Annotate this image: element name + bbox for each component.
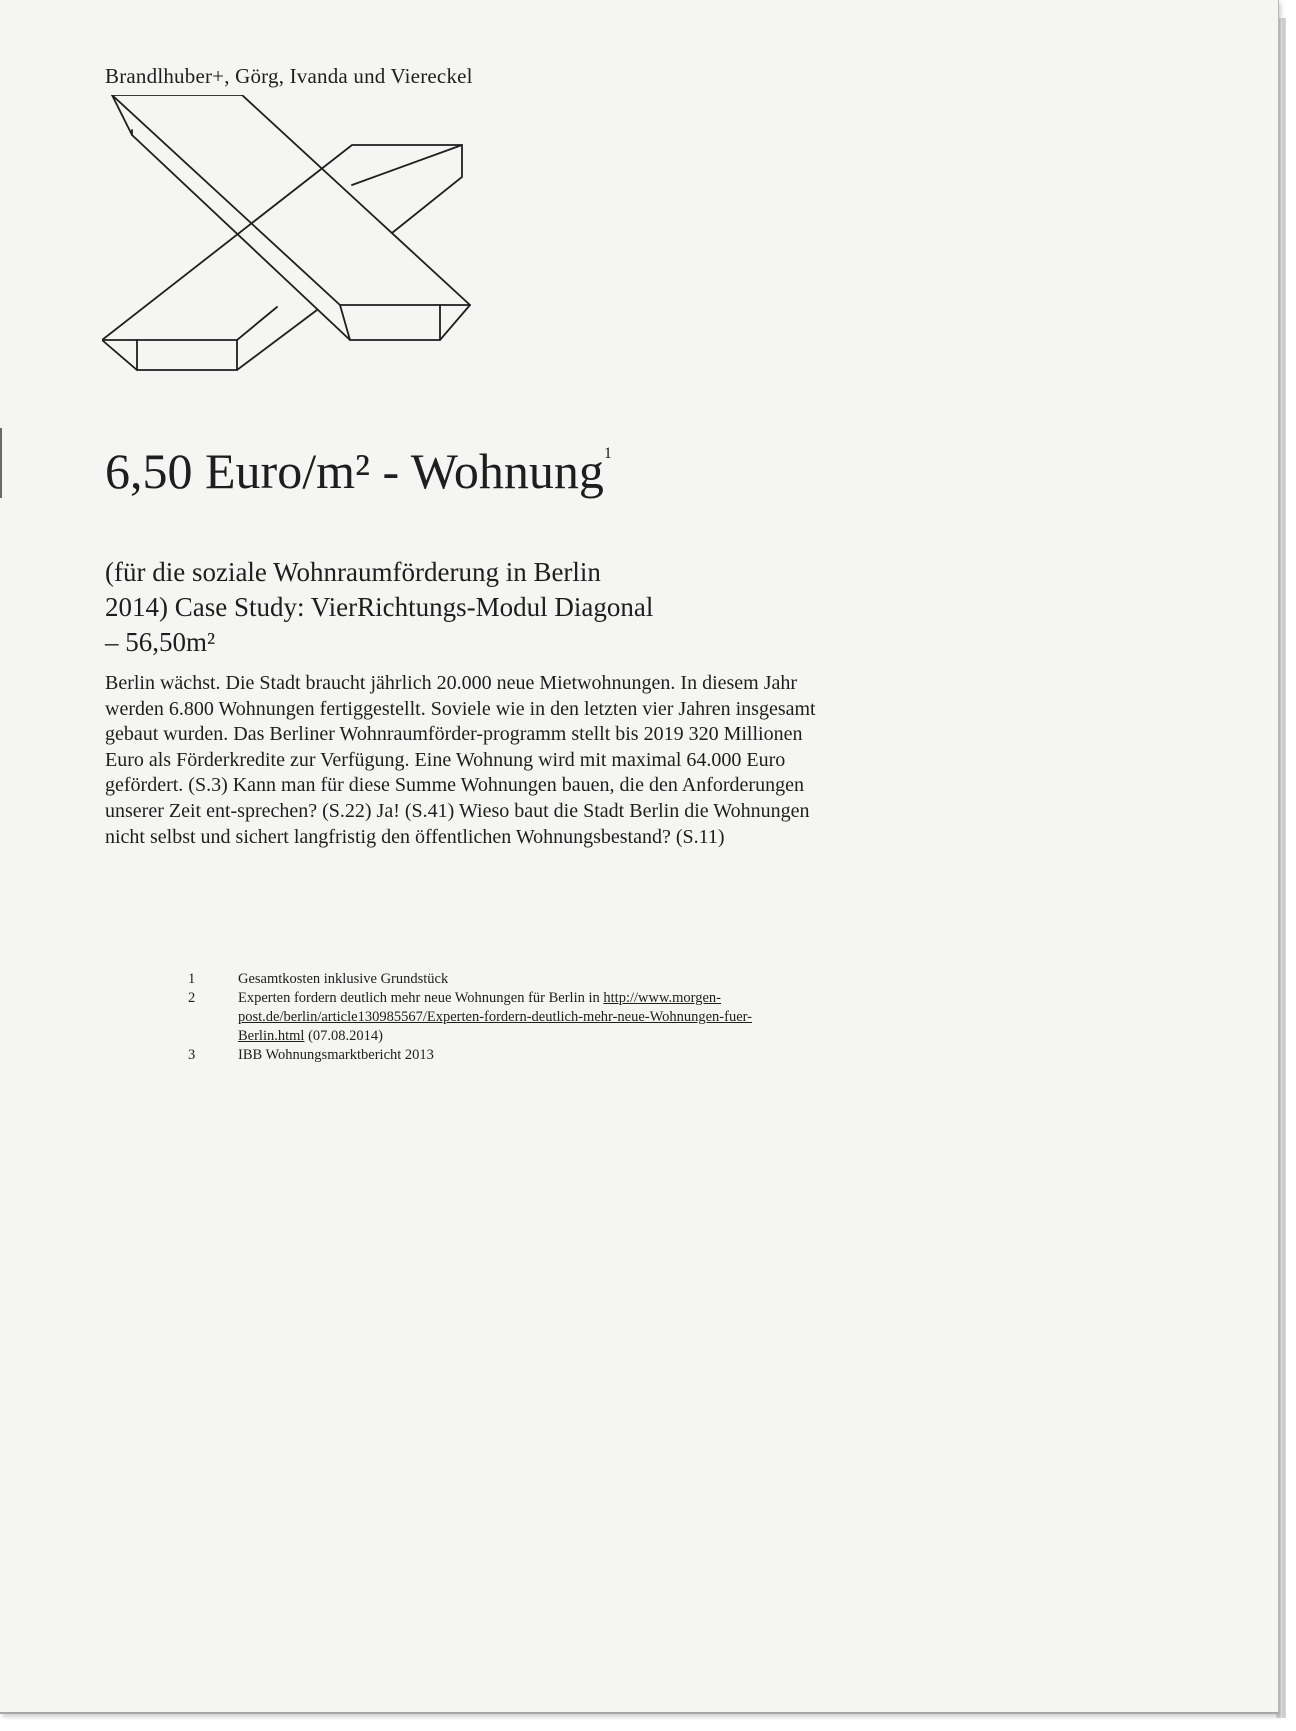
footnote-text: Gesamtkosten inklusive Grundstück xyxy=(238,971,449,987)
footnote-number: 1 xyxy=(188,971,196,987)
footnote-list xyxy=(188,970,818,1065)
footnote-text xyxy=(238,989,818,1046)
footnote-item xyxy=(188,989,818,1046)
page-title: 6,50 Euro/m² - Wohnung$^1$ xyxy=(105,443,612,499)
title-footnote-ref: 1 xyxy=(603,445,612,462)
footnote-number: 3 xyxy=(188,1047,196,1063)
body-paragraph: Berlin wächst. Die Stadt braucht jährlich 20.000 neue Mietwohnungen. In diesem Jahr werden 6.800 Wohnungen fertiggestellt. Soviele wie in den letzten vier Jahren insgesamt gebaut wurden. Das Berliner Wohnraumförder-programm stellt bis 2019 320 Millionen Euro als Förderkredite zur Verfügung. Eine Wohnung wird mit maximal 64.000 Euro gefördert. (S.3) Kann man für diese Summe Wohnungen bauen, die den Anforderungen unserer Zeit ent-sprechen? (S.22) Ja! (S.41) Wieso baut die Stadt Berlin die Wohnungen nicht selbst und sichert langfristig den öffentlichen Wohnungsbestand? (S.11) xyxy=(105,672,816,848)
footnote-date: (07.08.2014) xyxy=(308,1028,384,1044)
subtitle: (für die soziale Wohnraumförderung in Berlin 2014) Case Study: VierRichtungs-Modul Diagonal – 56,50m² xyxy=(105,557,654,657)
crossed-beams-icon xyxy=(102,95,532,415)
footnote-text: IBB Wohnungsmarktbericht 2013 xyxy=(238,1047,434,1063)
footnote-number: 2 xyxy=(188,990,196,1006)
spine-mark xyxy=(0,428,2,498)
footnote-text-lead: Experten fordern deutlich mehr neue Wohnungen für Berlin in xyxy=(238,990,600,1006)
footnote-link[interactable]: http://www.morgen-post.de/berlin/article130985567/Experten-fordern-deutlich-mehr-neue-Wohnungen-fuer-Berlin.html xyxy=(238,990,753,1044)
footnote-item xyxy=(188,1046,818,1065)
authors-line: Brandlhuber+, Görg, Ivanda und Viereckel xyxy=(105,64,473,88)
footnote-item xyxy=(188,970,818,989)
